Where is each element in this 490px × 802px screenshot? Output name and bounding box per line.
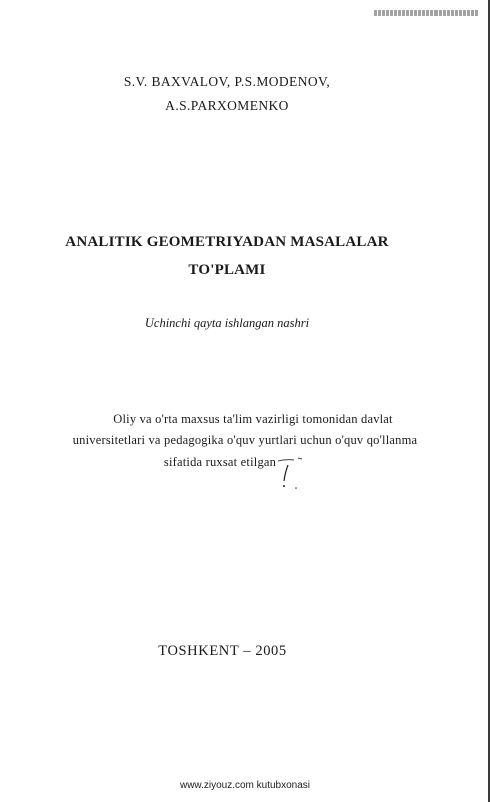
handwritten-mark <box>276 455 316 495</box>
authors-line-1: S.V. BAXVALOV, P.S.MODENOV, <box>123 74 331 89</box>
scan-artifact <box>374 10 478 16</box>
book-title-line-2: TO'PLAMI <box>188 262 266 278</box>
authors-line-2: A.S.PARXOMENKO <box>165 98 289 113</box>
book-title-line-1: ANALITIK GEOMETRIYADAN MASALALAR <box>65 234 389 250</box>
approval-line-1: Oliy va o'rta maxsus ta'lim vazirligi tomonidan davlat <box>113 412 393 426</box>
edition-note: Uchinchi qayta ishlangan nashri <box>144 316 310 330</box>
imprint-city-year: TOSHKENT – 2005 <box>158 643 287 659</box>
approval-line-2: universitetlari va pedagogika o'quv yurtlari uchun o'quv qo'llanma <box>72 433 418 447</box>
footer-watermark: www.ziyouz.com kutubxonasi <box>179 780 311 791</box>
approval-line-3: sifatida ruxsat etilgan <box>163 455 277 469</box>
